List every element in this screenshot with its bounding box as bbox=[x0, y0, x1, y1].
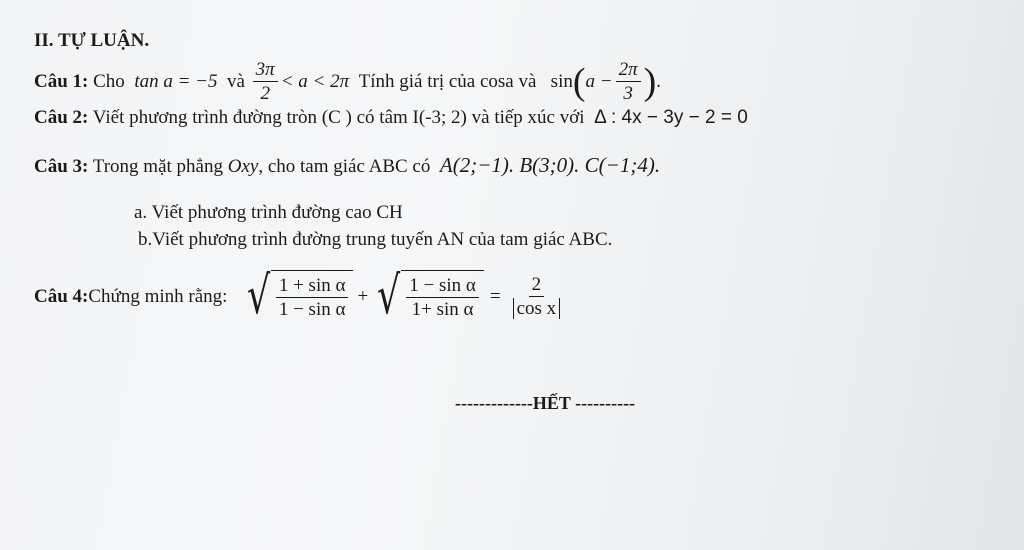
question-3a: a. Viết phương trình đường cao CH bbox=[134, 202, 403, 223]
q4-f2-num: 1 − sin α bbox=[406, 276, 479, 298]
q3-text: Trong mặt phẳng bbox=[92, 156, 223, 177]
q1-sin-inner: a − bbox=[585, 71, 613, 92]
q4-sqrt-1 bbox=[242, 266, 354, 326]
q1-inequality: < a < 2π bbox=[280, 71, 350, 92]
q4-sqrt-2 bbox=[372, 266, 484, 326]
q4-equals: = bbox=[489, 285, 501, 307]
section-title: II. TỰ LUẬN. bbox=[34, 30, 150, 51]
q4-result-fraction bbox=[510, 275, 564, 318]
question-3 bbox=[34, 155, 660, 176]
q3-oxy: Oxy bbox=[227, 156, 259, 177]
q1-sin-fraction bbox=[616, 60, 641, 103]
q4-r-num: 2 bbox=[529, 275, 545, 297]
end-marker: -------------HẾT ---------- bbox=[455, 393, 636, 413]
q1-right-paren: ) bbox=[643, 60, 657, 103]
q2-label: Câu 2: bbox=[34, 107, 89, 128]
question-2 bbox=[34, 108, 748, 127]
q1-text-tinh: Tính giá trị của cosa và bbox=[358, 71, 537, 92]
question-3b: b.Viết phương trình đường trung tuyến AN của tam giác ABC. bbox=[138, 229, 613, 250]
q1-text-va: và bbox=[226, 71, 245, 92]
q4-f1-num: 1 + sin α bbox=[276, 276, 349, 298]
q4-fraction-1 bbox=[276, 276, 349, 319]
question-1 bbox=[34, 60, 661, 103]
q4-r-den: cos x bbox=[513, 298, 561, 319]
q1-sin-den: 3 bbox=[623, 83, 633, 104]
q3-label: Câu 3: bbox=[34, 156, 89, 177]
q1-end: . bbox=[656, 71, 662, 92]
q1-text-cho: Cho bbox=[93, 71, 125, 92]
q2-text: Viết phương trình đường tròn (C ) có tâm I(-3; 2) và tiếp xúc với bbox=[92, 107, 585, 128]
q4-f2-den: 1+ sin α bbox=[411, 299, 474, 320]
question-4 bbox=[34, 266, 566, 326]
sqrt-symbol-icon: √ bbox=[246, 266, 270, 326]
q1-sin-num: 2π bbox=[616, 60, 641, 82]
q4-label: Câu 4: bbox=[34, 285, 89, 307]
q1-frac-den: 2 bbox=[260, 83, 270, 104]
q4-fraction-2 bbox=[406, 276, 479, 319]
q2-equation: Δ : 4x − 3y − 2 = 0 bbox=[594, 107, 748, 128]
q4-text: Chứng minh rằng: bbox=[88, 285, 228, 307]
q1-tan-expr: tan a = −5 bbox=[134, 71, 218, 92]
q1-left-paren: ( bbox=[572, 60, 586, 103]
q4-plus: + bbox=[357, 285, 369, 307]
q1-label: Câu 1: bbox=[34, 71, 89, 92]
q4-f1-den: 1 − sin α bbox=[278, 299, 346, 320]
q1-fraction bbox=[253, 60, 278, 103]
sqrt-symbol-icon: √ bbox=[377, 266, 401, 326]
q3-points: A(2;−1). B(3;0). C(−1;4). bbox=[439, 153, 661, 177]
q3-text-2: , cho tam giác ABC có bbox=[258, 156, 431, 177]
q1-sin: sin bbox=[550, 71, 573, 92]
q1-frac-num: 3π bbox=[253, 60, 278, 82]
